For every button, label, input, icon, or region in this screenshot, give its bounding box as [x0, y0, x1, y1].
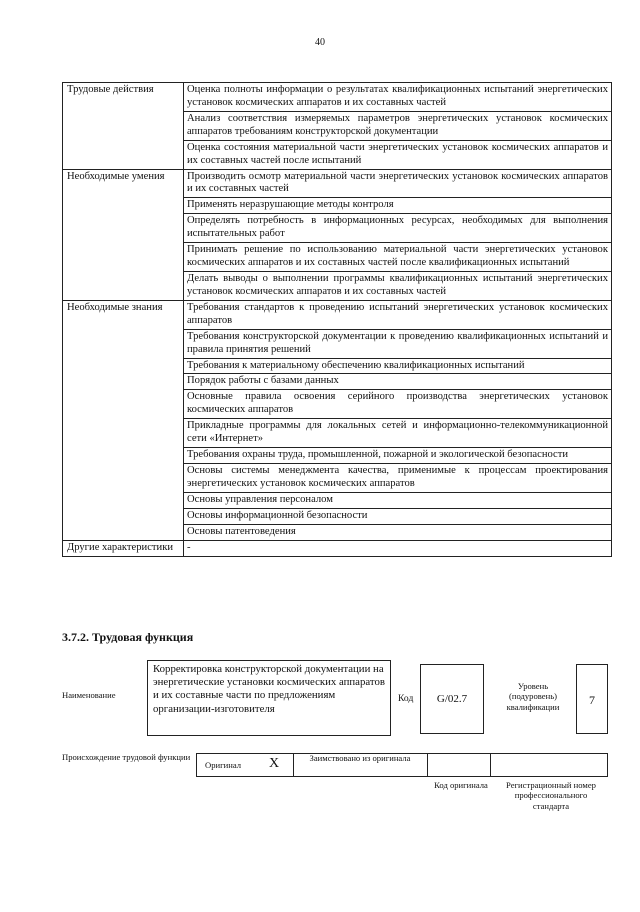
requirement-item: - — [184, 540, 612, 556]
requirement-item: Делать выводы о выполнении программы квалификационных испытаний энергетических установок космических аппаратов и их составных частей — [184, 271, 612, 300]
requirement-item: Анализ соответствия измеряемых параметров энергетических установок космических аппаратов требованиям конструкторской документации — [184, 111, 612, 140]
function-code-box: G/02.7 — [420, 664, 484, 734]
original-label: Оригинал — [205, 760, 242, 770]
code-original-cell — [427, 754, 491, 776]
function-name-box: Корректировка конструкторской документации на энергетические установки космических аппаратов и их составные части по предложениям организации-изготовителя — [147, 660, 391, 736]
requirement-item: Оценка состояния материальной части энергетических установок космических аппаратов и их составных частей после испытаний — [184, 140, 612, 169]
requirement-category: Необходимые знания — [63, 300, 184, 540]
reg-number-cell — [490, 754, 608, 776]
requirement-item: Определять потребность в информационных ресурсах, необходимых для выполнения испытательных работ — [184, 214, 612, 243]
original-cell — [197, 754, 293, 776]
requirements-table — [62, 82, 612, 557]
requirement-item: Основы управления персоналом — [184, 492, 612, 508]
requirement-item: Порядок работы с базами данных — [184, 374, 612, 390]
requirement-item: Требования конструкторской документации к проведению квалификационных испытаний и правила принятия решений — [184, 329, 612, 358]
requirement-item: Требования к материальному обеспечению квалификационных испытаний — [184, 358, 612, 374]
requirement-item: Принимать решение по использованию материальной части энергетических установок космических аппаратов и их составных частей после квалификационных испытаний — [184, 243, 612, 272]
requirement-category: Другие характеристики — [63, 540, 184, 556]
qualification-level-box: 7 — [576, 664, 608, 734]
requirement-item: Основы информационной безопасности — [184, 508, 612, 524]
level-label: Уровень (подуровень) квалификации — [506, 681, 560, 712]
code-original-caption: Код оригинала — [434, 780, 488, 790]
requirement-item: Производить осмотр материальной части энергетических установок космических аппаратов и их составных частей — [184, 169, 612, 198]
name-label: Наименование — [62, 690, 116, 700]
code-label: Код — [398, 693, 414, 704]
requirement-item: Применять неразрушающие методы контроля — [184, 198, 612, 214]
requirement-row — [63, 300, 612, 329]
requirement-row — [63, 83, 612, 112]
origin-label: Происхождение трудовой функции — [62, 752, 191, 762]
requirement-item: Оценка полноты информации о результатах квалификационных испытаний энергетических установок космических аппаратов и их составных частей — [184, 83, 612, 112]
requirement-item: Основы патентоведения — [184, 524, 612, 540]
borrowed-cell — [293, 754, 428, 776]
section-title: 3.7.2. Трудовая функция — [62, 630, 194, 644]
requirement-category: Необходимые умения — [63, 169, 184, 300]
requirement-item: Требования стандартов к проведению испытаний энергетических установок космических аппаратов — [184, 300, 612, 329]
page-number: 40 — [315, 37, 325, 48]
requirement-item: Прикладные программы для локальных сетей и информационно-телекоммуникационной сети «Интернет» — [184, 419, 612, 448]
requirement-item: Основные правила освоения серийного производства энергетических установок космических аппаратов — [184, 390, 612, 419]
borrowed-label: Заимствовано из оригинала — [309, 753, 411, 763]
requirement-item: Основы системы менеджмента качества, применимые к процессам проектирования энергетических установок космических аппаратов — [184, 463, 612, 492]
origin-row — [196, 753, 608, 777]
original-mark: X — [269, 756, 280, 771]
requirement-row — [63, 540, 612, 556]
requirement-category: Трудовые действия — [63, 83, 184, 170]
requirement-row — [63, 169, 612, 198]
reg-number-caption: Регистрационный номер профессионального стандарта — [506, 780, 596, 811]
requirement-item: Требования охраны труда, промышленной, пожарной и экологической безопасности — [184, 448, 612, 464]
